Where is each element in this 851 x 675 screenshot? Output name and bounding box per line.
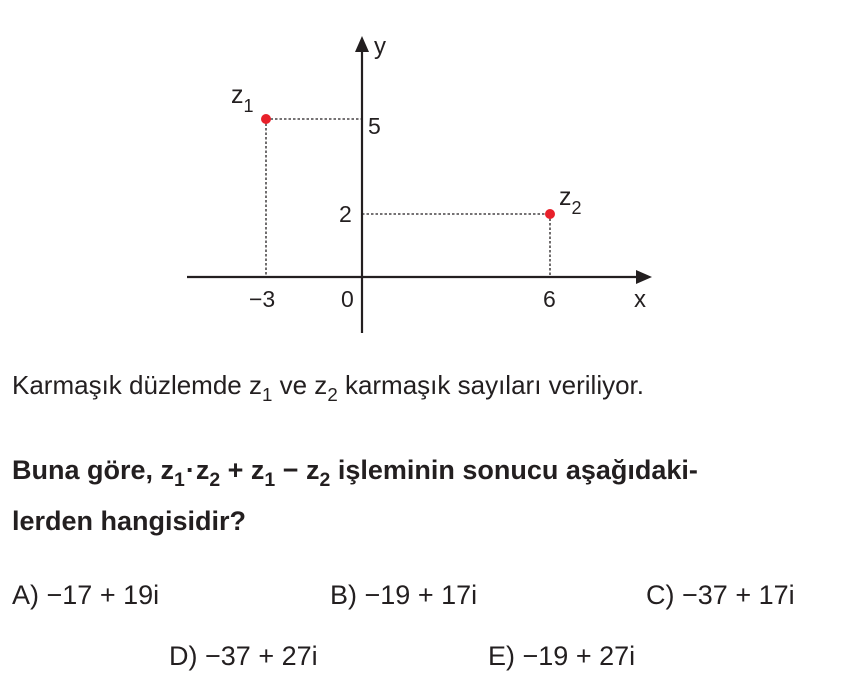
option-e[interactable]: E) −19 + 27i [488, 641, 636, 671]
question-line-2: lerden hangisidir? [12, 506, 247, 536]
z2-label: $z_2$ [559, 183, 582, 218]
z2-y-tick-label: 2 [339, 201, 352, 227]
problem-statement: Karmaşık düzlemde $z_1$ ve $z_2$ karmaşık sayıları veriliyor. [12, 370, 645, 406]
z1-x-tick-label: −3 [249, 286, 276, 312]
x-axis-arrow [636, 270, 652, 284]
option-b[interactable]: B) −19 + 17i [330, 580, 478, 610]
x-axis-label: x [634, 286, 646, 313]
option-c[interactable]: C) −37 + 17i [646, 580, 795, 610]
z1-label: $z_1$ [231, 81, 254, 116]
origin-label: 0 [341, 286, 354, 312]
y-axis-arrow [355, 36, 369, 52]
z2-point [545, 209, 555, 219]
z2-x-tick-label: 6 [543, 286, 556, 312]
z1-y-tick-label: 5 [368, 113, 381, 139]
z1-point [261, 114, 271, 124]
y-axis-label: y [374, 33, 386, 60]
option-d[interactable]: D) −37 + 27i [169, 641, 318, 671]
option-a[interactable]: A) −17 + 19i [12, 580, 160, 610]
question-line-1: Buna göre, $z_1\cdot z_2 + z_1 - z_2$ işleminin sonucu aşağıdaki- [12, 455, 698, 492]
question-text [12, 446, 842, 545]
